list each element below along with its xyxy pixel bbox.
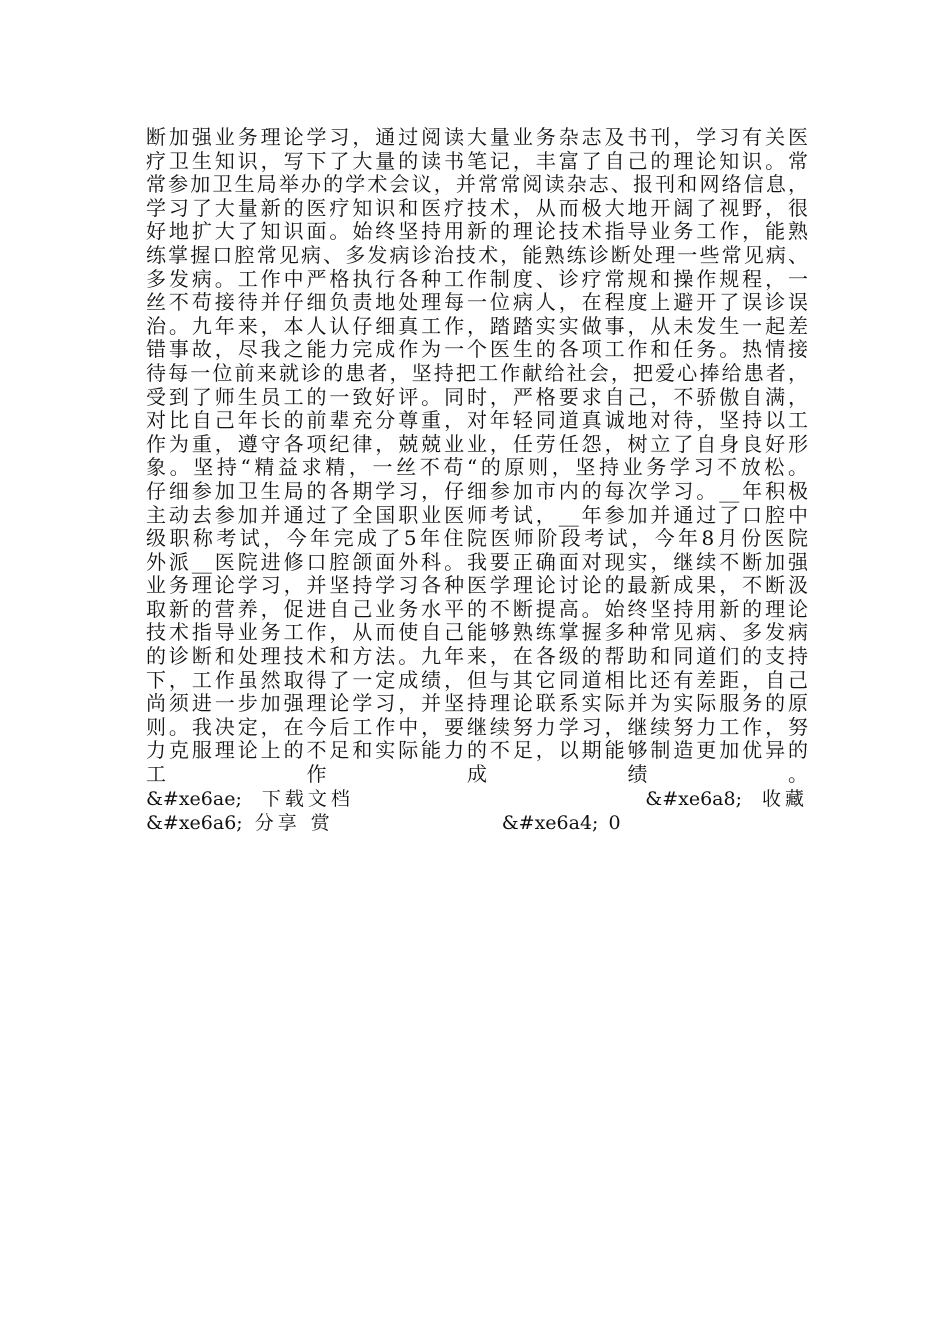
share-icon[interactable]: &#xe6a6; [146, 811, 243, 834]
favorite-icon[interactable]: &#xe6a8; [645, 787, 742, 810]
text-line: 疗卫生知识，写下了大量的读书笔记，丰富了自己的理论知识。常 [146, 149, 808, 173]
text-line: 常参加卫生局举办的学术会议，并常常阅读杂志、报刊和网络信息， [146, 173, 808, 197]
download-icon[interactable]: &#xe6ae; [146, 787, 242, 810]
text-line: 则。我决定，在今后工作中，要继续努力学习，继续努力工作，努 [146, 715, 808, 739]
download-button[interactable]: 下载文档 [261, 787, 354, 810]
footer-actions-row-2 [146, 811, 808, 835]
text-line: 的诊断和处理技术和方法。九年来，在各级的帮助和同道们的支持 [146, 645, 808, 669]
document-page [146, 126, 808, 835]
text-line: 对比自己年长的前辈充分尊重，对年轻同道真诚地对待，坚持以工 [146, 409, 808, 433]
text-line: 力克服理论上的不足和实际能力的不足，以期能够制造更加优异的 [146, 739, 808, 763]
text-line: 级职称考试，今年完成了5年住院医师阶段考试，今年8月份医院 [146, 527, 808, 551]
text-line: 主动去参加并通过了全国职业医师考试，__年参加并通过了口腔中 [146, 503, 808, 527]
text-line: 待每一位前来就诊的患者，坚持把工作献给社会，把爱心捧给患者， [146, 361, 808, 385]
text-line: 外派__医院进修口腔颌面外科。我要正确面对现实，继续不断加强 [146, 550, 808, 574]
text-line: 业务理论学习，并坚持学习各种医学理论讨论的最新成果，不断汲 [146, 574, 808, 598]
reward-button[interactable]: 赏 [310, 811, 330, 834]
text-line: 取新的营养，促进自己业务水平的不断提高。始终坚持用新的理论 [146, 597, 808, 621]
share-button[interactable]: 分享 [254, 811, 301, 834]
text-line: 治。九年来，本人认仔细真工作，踏踏实实做事，从未发生一起差 [146, 314, 808, 338]
text-line: 技术指导业务工作，从而使自己能够熟练掌握多种常见病、多发病 [146, 621, 808, 645]
body-text [146, 126, 808, 787]
text-line: 练掌握口腔常见病、多发病诊治技术，能熟练诊断处理一些常见病、 [146, 243, 808, 267]
text-line: 好地扩大了知识面。始终坚持用新的理论技术指导业务工作，能熟 [146, 220, 808, 244]
text-line: 断加强业务理论学习，通过阅读大量业务杂志及书刊，学习有关医 [146, 126, 808, 149]
text-line: 作为重，遵守各项纪律，兢兢业业，任劳任怨，树立了自身良好形 [146, 432, 808, 456]
text-line: 下，工作虽然取得了一定成绩，但与其它同道相比还有差距，自己 [146, 668, 808, 692]
text-line: 丝不苟接待并仔细负责地处理每一位病人，在程度上避开了误诊误 [146, 291, 808, 315]
like-count: 0 [608, 811, 621, 834]
text-line: 尚须进一步加强理论学习，并坚持理论联系实际并为实际服务的原 [146, 692, 808, 716]
footer-actions-row-1 [146, 787, 808, 811]
text-line: 象。坚持“精益求精，一丝不苟“的原则，坚持业务学习不放松。 [146, 456, 808, 480]
text-line: 错事故，尽我之能力完成作为一个医生的各项工作和任务。热情接 [146, 338, 808, 362]
like-icon[interactable]: &#xe6a4; [501, 811, 599, 834]
text-line: 多发病。工作中严格执行各种工作制度、诊疗常规和操作规程，一 [146, 267, 808, 291]
text-line: 学习了大量新的医疗知识和医疗技术，从而极大地开阔了视野，很 [146, 196, 808, 220]
text-line: 受到了师生员工的一致好评。同时，严格要求自己，不骄傲自满， [146, 385, 808, 409]
text-line: 工作成绩。 [146, 763, 808, 787]
text-line: 仔细参加卫生局的各期学习，仔细参加市内的每次学习。__年积极 [146, 479, 808, 503]
favorite-button[interactable]: 收藏 [761, 787, 808, 810]
